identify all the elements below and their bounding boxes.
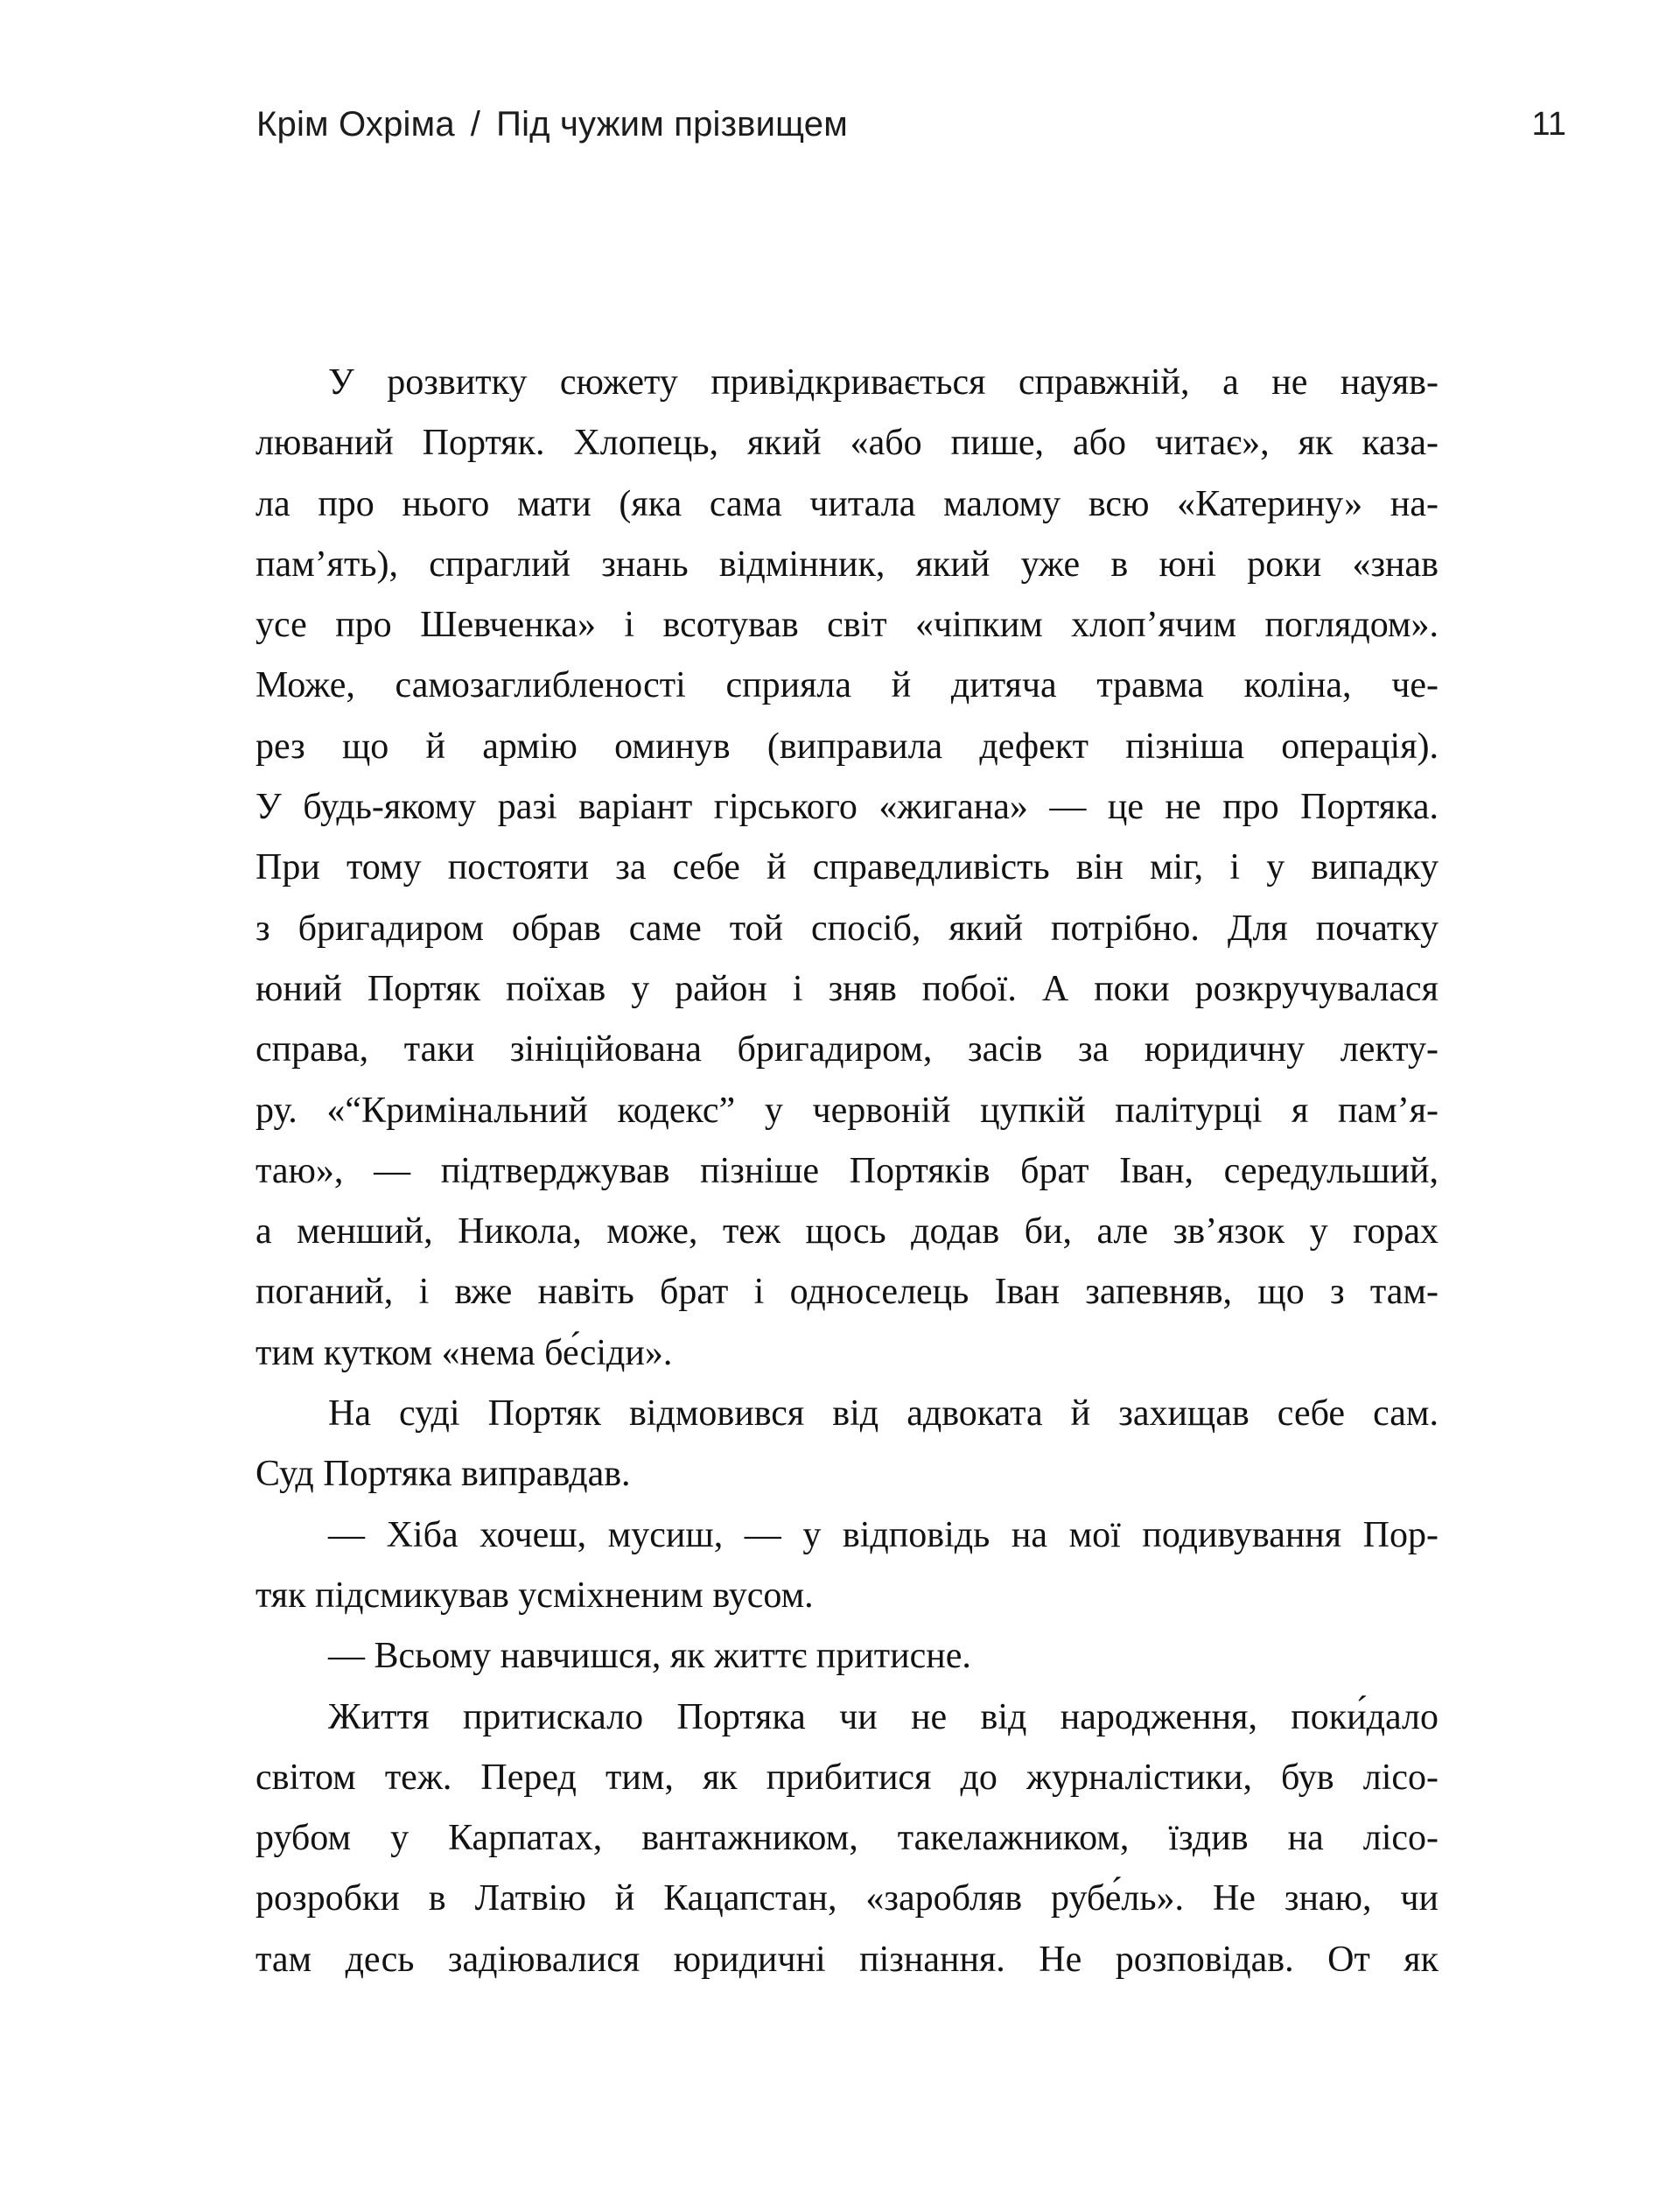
- text-line: юний Портяк поїхав у район і зняв побої. А поки розкручувалася: [256, 968, 1438, 1009]
- running-head: [256, 102, 848, 147]
- text-line: розробки в Латвію й Кацапстан, «заробляв рубе́ль». Не знаю, чи: [256, 1878, 1438, 1919]
- text-line: У будь-якому разі варіант гірського «жигана» — це не про Портяка.: [256, 787, 1438, 828]
- text-line: У розвитку сюжету привідкривається справжній, а не науяв-: [328, 362, 1438, 403]
- text-line: усе про Шевченка» і всотував світ «чіпким хлоп’ячим поглядом».: [256, 605, 1438, 646]
- text-line: рез що й армію оминув (виправила дефект пізніша операція).: [256, 726, 1438, 767]
- text-line: тим кутком «нема бе́сіди».: [256, 1332, 673, 1373]
- text-line: люваний Портяк. Хлопець, який «або пише, або читає», як каза-: [256, 423, 1438, 464]
- text-line: там десь задіювалися юридичні пізнання. Не розповідав. От як: [256, 1939, 1438, 1980]
- text-line: При тому постояти за себе й справедливість він міг, і у випадку: [256, 847, 1438, 888]
- text-line: поганий, і вже навіть брат і односелець Іван запевняв, що з там-: [256, 1272, 1438, 1313]
- text-line: тяк підсмикував усміхненим вусом.: [256, 1575, 814, 1616]
- text-line: справа, таки зініційована бригадиром, засів за юридичну лекту-: [256, 1029, 1438, 1070]
- book-section-title: Крім Охріма: [256, 105, 455, 144]
- text-line: — Хіба хочеш, мусиш, — у відповідь на мої подивування Пор-: [328, 1514, 1438, 1555]
- text-line: рубом у Карпатах, вантажником, такелажником, їздив на лісо-: [256, 1818, 1438, 1859]
- text-line: таю», — підтверджував пізніше Портяків брат Іван, середульший,: [256, 1150, 1438, 1191]
- text-line: Життя притискало Портяка чи не від народження, поки́дало: [328, 1696, 1438, 1737]
- slash-separator: /: [470, 105, 481, 144]
- text-line: ру. «“Кримінальний кодекс” у червоній цупкій палітурці я пам’я-: [256, 1090, 1438, 1131]
- text-line: з бригадиром обрав саме той спосіб, який потрібно. Для початку: [256, 908, 1438, 949]
- page-number: 11: [1531, 106, 1566, 143]
- text-line: На суді Портяк відмовився від адвоката й захищав себе сам.: [328, 1393, 1438, 1435]
- text-line: а менший, Никола, може, теж щось додав би, але зв’язок у горах: [256, 1211, 1438, 1252]
- text-line: Суд Портяка виправдав.: [256, 1454, 631, 1495]
- text-line: пам’ять), спраглий знань відмінник, який уже в юні роки «знав: [256, 544, 1438, 585]
- text-line: світом теж. Перед тим, як прибитися до журналістики, був лісо-: [256, 1757, 1438, 1798]
- page-body: [256, 353, 1438, 1990]
- chapter-title: Під чужим прізвищем: [496, 105, 848, 144]
- text-line: ла про нього мати (яка сама читала малому всю «Катерину» на-: [256, 483, 1438, 524]
- text-line: — Всьому навчишся, як життє притисне.: [328, 1636, 971, 1677]
- text-line: Може, самозаглибленості сприяла й дитяча травма коліна, че-: [256, 665, 1438, 706]
